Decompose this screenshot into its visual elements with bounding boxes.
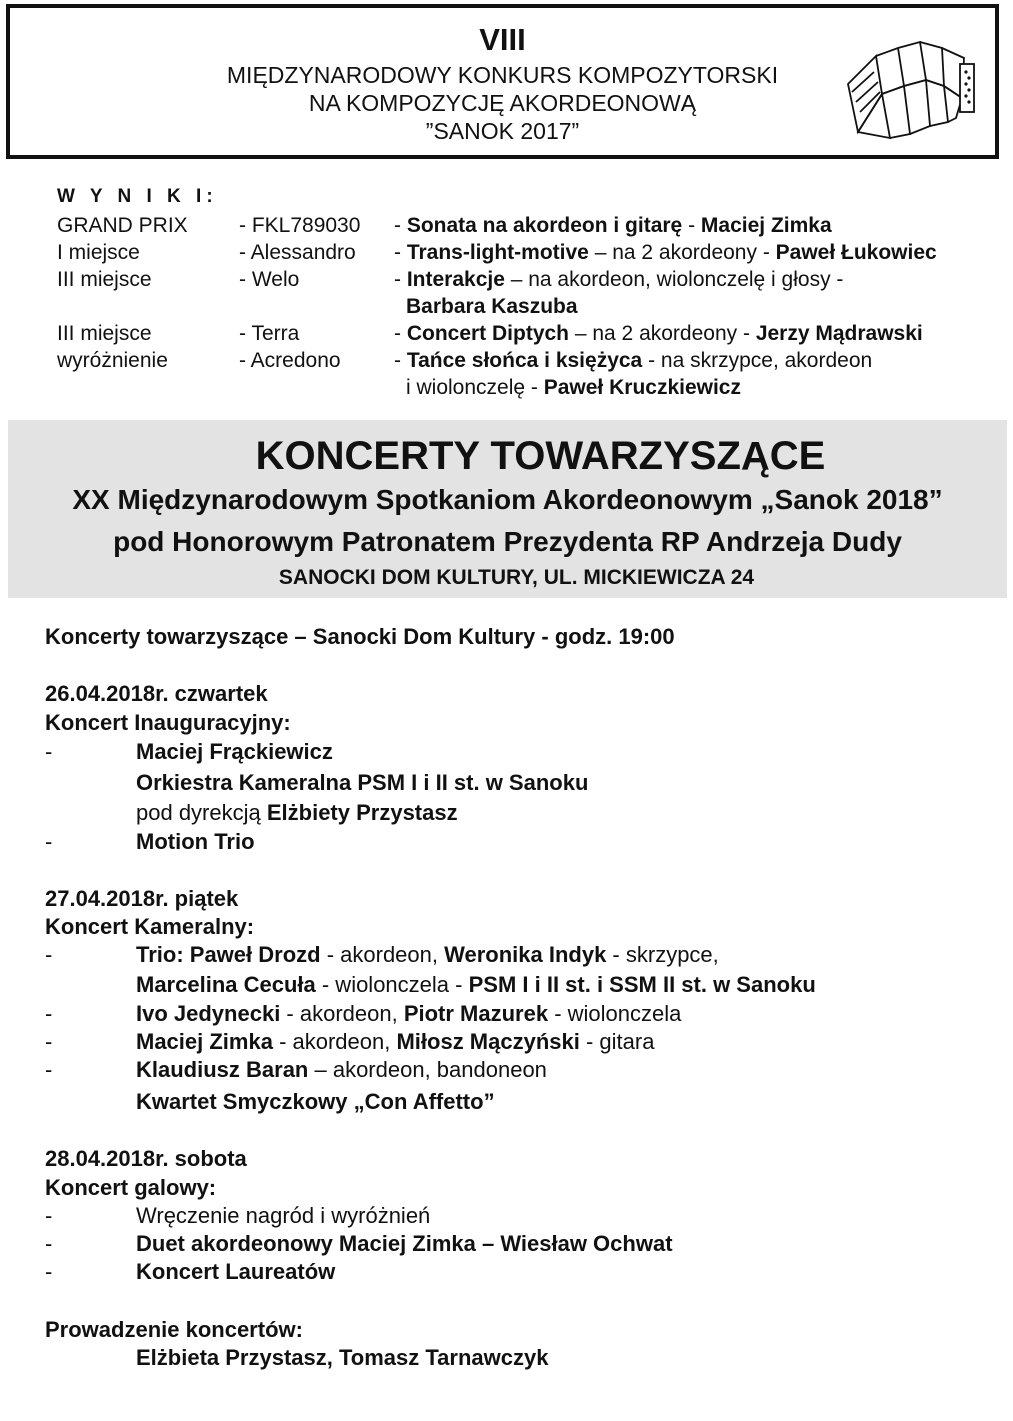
result-code: - Welo [239,268,300,291]
venue-address: SANOCKI DOM KULTURY, UL. MICKIEWICZA 24 [278,566,755,589]
result-description: - Interakcje – na akordeon, wiolonczelę i głosy - [394,268,844,291]
performer-line: Maciej Zimka - akordeon, Miłosz Mączyński - gitara [136,1029,655,1054]
edition-number: VIII [479,22,526,57]
accordion-icon [838,34,978,146]
program-intro: Koncerty towarzyszące – Sanocki Dom Kultury - godz. 19:00 [45,624,675,649]
performer-line: Marcelina Cecuła - wiolonczela - PSM I i II st. i SSM II st. w Sanoku [136,972,816,997]
day-date: 28.04.2018r. sobota [45,1146,247,1171]
results-title: W Y N I K I: [57,186,218,207]
result-row [57,349,873,376]
result-code: - FKL789030 [239,214,361,237]
composer-name: Paweł Kruczkiewicz [543,376,741,399]
composer-name: Paweł Łukowiec [775,241,937,264]
composer-name: Barbara Kaszuba [406,295,578,318]
work-title: Interakcje [406,268,505,291]
result-place: GRAND PRIX [57,214,188,237]
performer: Maciej Frąckiewicz [136,739,333,764]
result-description: - Concert Diptych – na 2 akordeony - Jerzy Mądrawski [394,322,923,345]
work-title: Tańce słońca i księżyca [406,349,643,372]
result-row [57,268,844,295]
performer-line: Ivo Jedynecki - akordeon, Piotr Mazurek - wiolonczela [136,1001,682,1026]
result-row-continuation [57,295,578,322]
result-description: - Sonata na akordeon i gitarę - Maciej Zimka [394,214,832,237]
day-date: 26.04.2018r. czwartek [45,681,268,706]
result-row [57,322,923,349]
performer: Orkiestra Kameralna PSM I i II st. w Sanoku [136,770,589,795]
concerts-banner [8,420,1007,598]
result-code: - Alessandro [239,241,356,264]
work-title: Sonata na akordeon i gitarę [406,214,683,237]
performer-line: Klaudiusz Baran – akordeon, bandoneon [136,1057,547,1082]
performer: Kwartet Smyczkowy „Con Affetto” [136,1089,495,1114]
result-row [57,214,832,241]
header-line-3: ”SANOK 2017” [425,118,580,144]
result-row [57,241,937,268]
concerts-title: KONCERTY TOWARZYSZĄCE [255,434,826,478]
header-line-1: MIĘDZYNARODOWY KONKURS KOMPOZYTORSKI [226,62,779,88]
work-title: Trans-light-motive [406,241,589,264]
result-code: - Acredono [239,349,341,372]
result-description: i wiolonczelę - Paweł Kruczkiewicz [406,376,741,399]
concert-name: Koncert Kameralny: [45,914,255,939]
hosts-label: Prowadzenie koncertów: [45,1317,303,1342]
program-item: Duet akordeonowy Maciej Zimka – Wiesław Ochwat [136,1231,673,1256]
header-box [6,4,999,159]
composer-name: Jerzy Mądrawski [755,322,923,345]
header-line-2: NA KOMPOZYCJĘ AKORDEONOWĄ [308,90,697,116]
result-place: I miejsce [57,241,140,264]
concert-name: Koncert Inauguracyjny: [45,710,291,735]
result-place: III miejsce [57,322,152,345]
composer-name: Maciej Zimka [700,214,832,237]
patronage-line: pod Honorowym Patronatem Prezydenta RP Andrzeja Dudy [113,526,902,557]
performer: Motion Trio [136,829,255,854]
result-row-continuation [57,376,741,403]
performer-line: Trio: Paweł Drozd - akordeon, Weronika Indyk - skrzypce, [136,942,719,967]
program-item: Koncert Laureatów [136,1259,336,1284]
result-description: - Trans-light-motive – na 2 akordeony - Paweł Łukowiec [394,241,937,264]
conductor-line: pod dyrekcją Elżbiety Przystasz [136,800,458,825]
results-section [57,186,937,403]
day-date: 27.04.2018r. piątek [45,886,239,911]
hosts-names: Elżbieta Przystasz, Tomasz Tarnawczyk [136,1345,549,1370]
result-code: - Terra [239,322,300,345]
program-item: Wręczenie nagród i wyróżnień [136,1203,431,1228]
festival-name: XX Międzynarodowym Spotkaniom Akordeonowym „Sanok 2018” [72,484,943,515]
result-place: III miejsce [57,268,152,291]
work-title: Concert Diptych [406,322,570,345]
result-place: wyróżnienie [57,349,168,372]
concert-name: Koncert galowy: [45,1175,217,1200]
result-description: - Tańce słońca i księżyca - na skrzypce, akordeon [394,349,873,372]
